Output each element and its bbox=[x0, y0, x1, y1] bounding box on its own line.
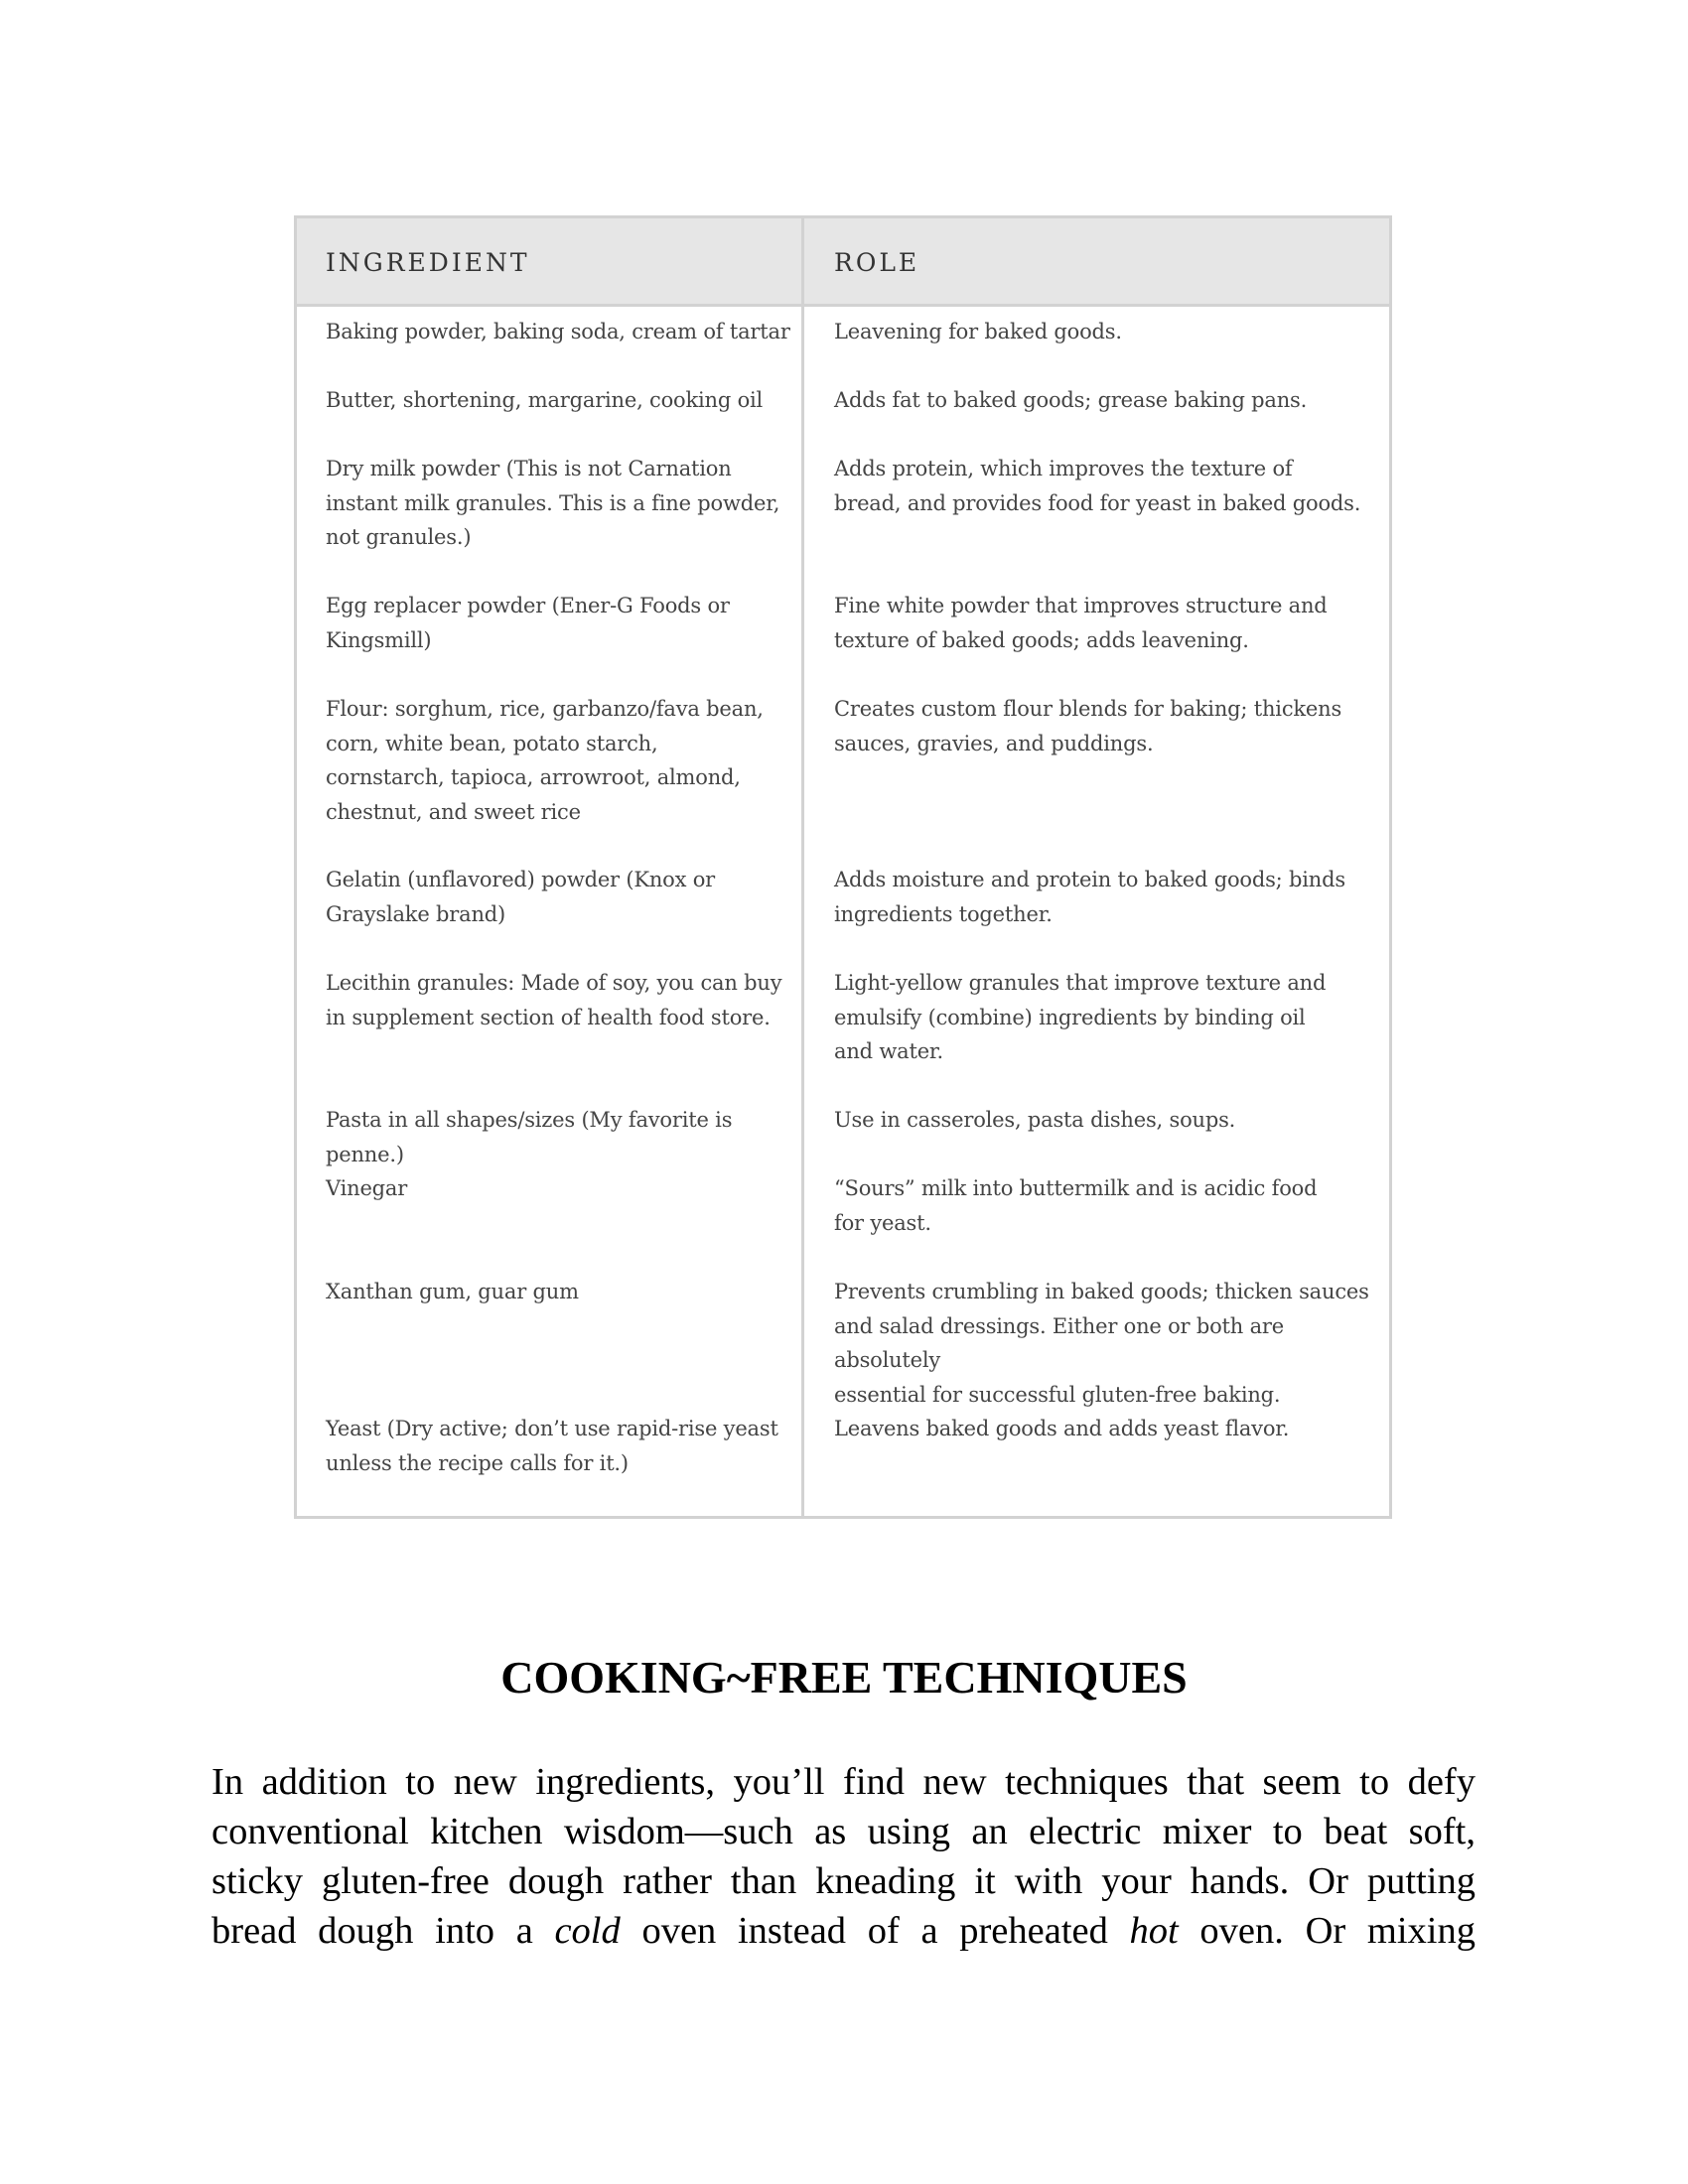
ingredient-line: Yeast (Dry active; don’t use rapid-rise yeast bbox=[326, 1417, 778, 1440]
role-line: Fine white powder that improves structure and bbox=[834, 594, 1328, 617]
role-line: Leavening for baked goods. bbox=[834, 320, 1122, 343]
ingredient-cell bbox=[326, 1412, 792, 1480]
ingredient-line: unless the recipe calls for it.) bbox=[326, 1450, 629, 1475]
role-cell bbox=[834, 1275, 1370, 1412]
ingredient-cell bbox=[326, 383, 792, 418]
role-cell bbox=[834, 383, 1370, 418]
text-run: bread dough into a bbox=[211, 1910, 555, 1952]
role-line: Adds protein, which improves the texture of bbox=[834, 457, 1293, 480]
paragraph-line bbox=[211, 1757, 1476, 1807]
text-run: In addition to new ingredients, you’ll find new techniques that seem to defy bbox=[211, 1761, 1476, 1803]
role-line: bread, and provides food for yeast in baked goods. bbox=[834, 490, 1361, 515]
column-header-role: ROLE bbox=[834, 248, 920, 277]
role-cell bbox=[834, 1412, 1370, 1446]
role-line: Creates custom flour blends for baking; thickens bbox=[834, 697, 1342, 721]
text-run: sticky gluten-free dough rather than kneading it with your hands. Or putting bbox=[211, 1860, 1476, 1902]
role-cell bbox=[834, 692, 1370, 760]
role-line: Adds moisture and protein to baked goods; binds bbox=[834, 868, 1345, 891]
role-cell bbox=[834, 1171, 1370, 1240]
ingredient-line: Xanthan gum, guar gum bbox=[326, 1280, 579, 1303]
column-header-ingredient: INGREDIENT bbox=[326, 248, 530, 277]
ingredient-line: Egg replacer powder (Ener-G Foods or bbox=[326, 594, 730, 617]
role-line: Prevents crumbling in baked goods; thicken sauces bbox=[834, 1280, 1369, 1303]
role-cell bbox=[834, 1103, 1370, 1138]
ingredient-cell bbox=[326, 1103, 792, 1171]
ingredient-line: Butter, shortening, margarine, cooking oil bbox=[326, 388, 764, 412]
emphasis-text: cold bbox=[554, 1910, 621, 1952]
ingredient-cell bbox=[326, 966, 792, 1034]
role-line: for yeast. bbox=[834, 1210, 931, 1235]
text-run: oven instead of a preheated bbox=[620, 1910, 1130, 1952]
ingredient-line: chestnut, and sweet rice bbox=[326, 799, 581, 824]
ingredient-cell bbox=[326, 1171, 792, 1206]
role-line: emulsify (combine) ingredients by binding oil bbox=[834, 1005, 1306, 1029]
ingredient-line: in supplement section of health food store. bbox=[326, 1005, 771, 1029]
role-line: texture of baked goods; adds leavening. bbox=[834, 627, 1249, 652]
ingredient-role-table bbox=[294, 215, 1392, 1519]
ingredient-line: Vinegar bbox=[326, 1176, 408, 1200]
ingredient-line: Pasta in all shapes/sizes (My favorite is penne.) bbox=[326, 1108, 733, 1166]
ingredient-cell bbox=[326, 863, 792, 931]
ingredient-cell bbox=[326, 1275, 792, 1309]
role-line: sauces, gravies, and puddings. bbox=[834, 731, 1154, 755]
emphasis-text: hot bbox=[1129, 1910, 1179, 1952]
role-cell bbox=[834, 452, 1370, 520]
column-divider bbox=[801, 218, 804, 1516]
table-header-row bbox=[297, 218, 1389, 307]
section-heading: COOKING~FREE TECHNIQUES bbox=[500, 1652, 1188, 1703]
ingredient-line: Lecithin granules: Made of soy, you can buy bbox=[326, 971, 782, 995]
role-cell bbox=[834, 966, 1370, 1069]
paragraph-line bbox=[211, 1807, 1476, 1856]
ingredient-line: Flour: sorghum, rice, garbanzo/fava bean, bbox=[326, 697, 764, 721]
paragraph-line bbox=[211, 1856, 1476, 1906]
text-run: conventional kitchen wisdom—such as using an electric mixer to beat soft, bbox=[211, 1811, 1476, 1852]
role-line: and water. bbox=[834, 1039, 943, 1063]
role-line: Use in casseroles, pasta dishes, soups. bbox=[834, 1108, 1236, 1132]
role-line: essential for successful gluten-free baking. bbox=[834, 1382, 1281, 1407]
role-cell bbox=[834, 863, 1370, 931]
ingredient-line: Kingsmill) bbox=[326, 627, 432, 652]
ingredient-line: Baking powder, baking soda, cream of tartar bbox=[326, 320, 790, 343]
role-cell bbox=[834, 589, 1370, 657]
ingredient-cell bbox=[326, 692, 792, 829]
role-line: Adds fat to baked goods; grease baking pans. bbox=[834, 388, 1308, 412]
ingredient-cell bbox=[326, 315, 792, 349]
ingredient-line: instant milk granules. This is a fine powder, bbox=[326, 490, 780, 515]
ingredient-line: Dry milk powder (This is not Carnation bbox=[326, 457, 732, 480]
role-cell bbox=[834, 315, 1370, 349]
ingredient-line: corn, white bean, potato starch, bbox=[326, 731, 658, 755]
ingredient-cell bbox=[326, 452, 792, 555]
ingredient-line: Grayslake brand) bbox=[326, 901, 506, 926]
ingredient-cell bbox=[326, 589, 792, 657]
role-line: and salad dressings. Either one or both are absolutely bbox=[834, 1313, 1284, 1372]
ingredient-line: Gelatin (unflavored) powder (Knox or bbox=[326, 868, 716, 891]
role-line: ingredients together. bbox=[834, 901, 1053, 926]
role-line: Leavens baked goods and adds yeast flavor. bbox=[834, 1417, 1290, 1440]
text-run: oven. Or mixing bbox=[1178, 1910, 1476, 1952]
ingredient-line: cornstarch, tapioca, arrowroot, almond, bbox=[326, 765, 741, 789]
role-line: Light-yellow granules that improve texture and bbox=[834, 971, 1327, 995]
body-paragraph bbox=[211, 1757, 1476, 1956]
role-line: “Sours” milk into buttermilk and is acidic food bbox=[834, 1176, 1318, 1200]
ingredient-line: not granules.) bbox=[326, 525, 472, 549]
paragraph-line bbox=[211, 1906, 1476, 1956]
